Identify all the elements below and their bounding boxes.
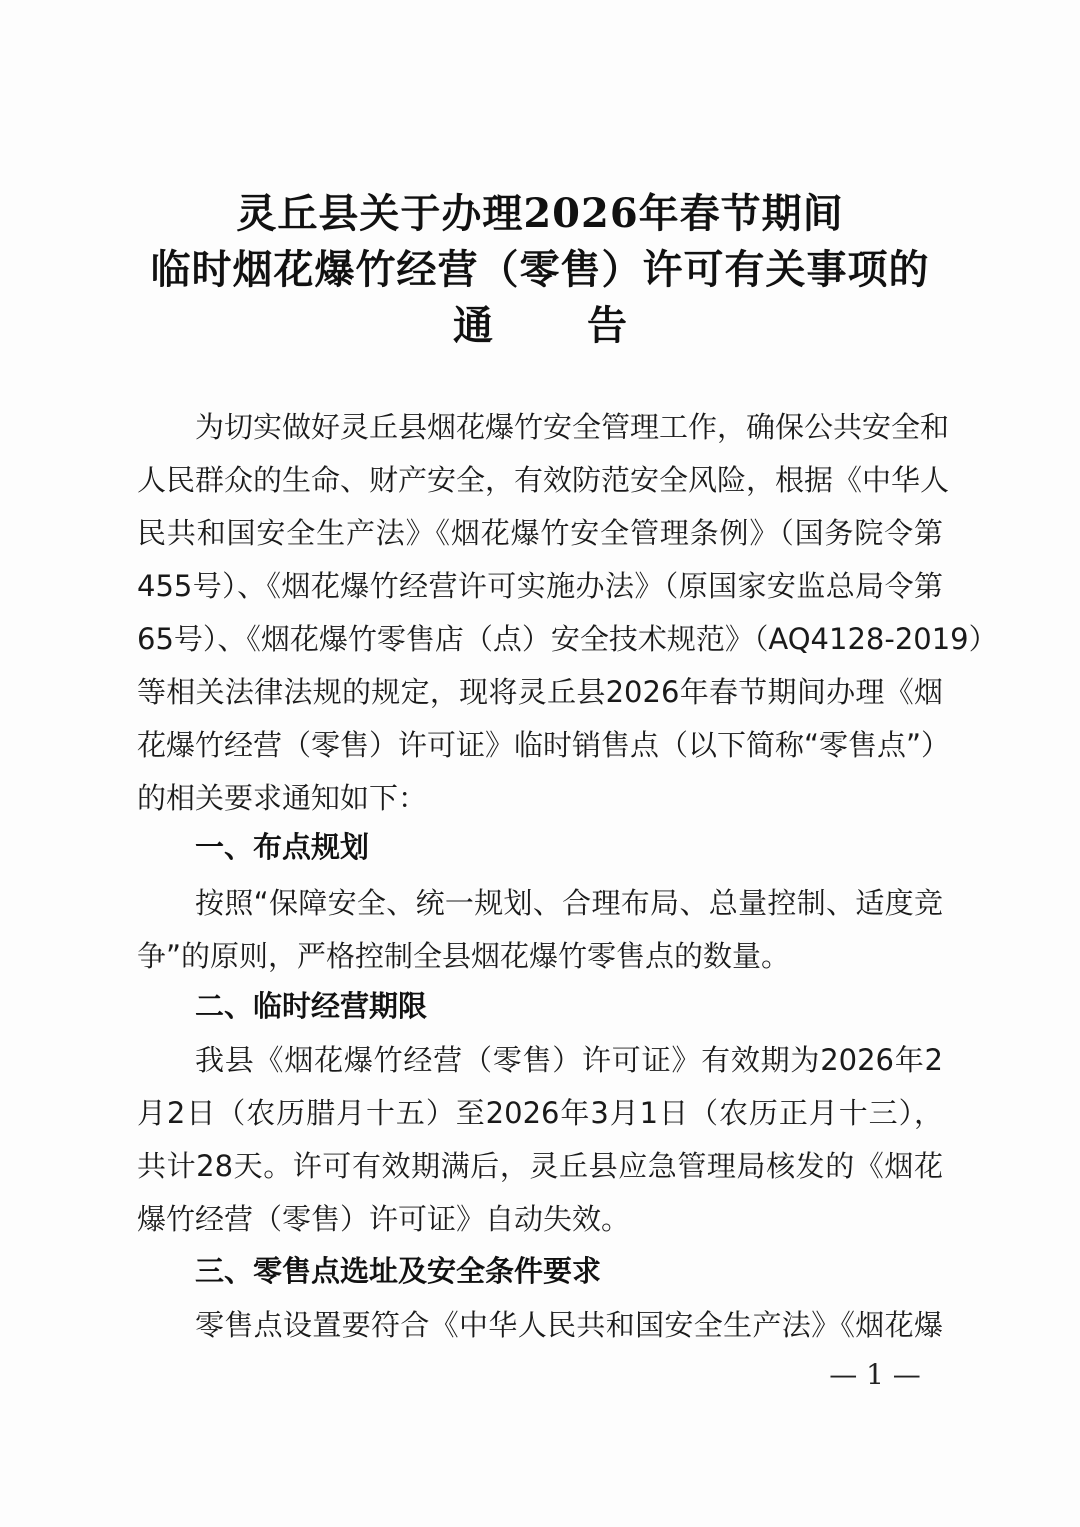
intro-line: 民共和国安全生产法》《烟花爆竹安全管理条例》（国务院令第 bbox=[137, 516, 943, 550]
intro-line: 455号）、《烟花爆竹经营许可实施办法》（原国家安监总局令第 bbox=[137, 569, 943, 603]
intro-line: 花爆竹经营（零售）许可证》临时销售点（以下简称“零售点”） bbox=[137, 728, 951, 762]
section-1-line: 按照“保障安全、统一规划、合理布局、总量控制、适度竞 bbox=[195, 886, 943, 920]
intro-line: 人民群众的生命、财产安全，有效防范安全风险，根据《中华人 bbox=[137, 463, 950, 497]
intro-line: 等相关法律法规的规定，现将灵丘县2026年春节期间办理《烟 bbox=[137, 675, 943, 709]
section-2-line: 共计28天。许可有效期满后，灵丘县应急管理局核发的《烟花 bbox=[137, 1149, 943, 1183]
section-3-line: 零售点设置要符合《中华人民共和国安全生产法》《烟花爆 bbox=[195, 1308, 943, 1342]
document-title-line-2: 临时烟花爆竹经营（零售）许可有关事项的 bbox=[150, 246, 930, 293]
section-3-heading: 三、零售点选址及安全条件要求 bbox=[195, 1254, 602, 1288]
section-2-line: 爆竹经营（零售）许可证》自动失效。 bbox=[137, 1202, 631, 1236]
intro-line: 的相关要求通知如下： bbox=[137, 781, 428, 815]
section-1-paragraph bbox=[137, 877, 943, 983]
page-number: — 1 — bbox=[829, 1358, 921, 1391]
section-1-heading: 一、布点规划 bbox=[195, 830, 370, 864]
section-3-paragraph bbox=[137, 1299, 943, 1352]
document-title-line-3: 通 告 bbox=[453, 302, 667, 349]
section-2-paragraph bbox=[137, 1034, 943, 1246]
document-title-line-1: 灵丘县关于办理2026年春节期间 bbox=[236, 190, 844, 237]
section-2-line: 月2日（农历腊月十五）至2026年3月1日（农历正月十三）， bbox=[137, 1096, 943, 1130]
intro-line: 为切实做好灵丘县烟花爆竹安全管理工作，确保公共安全和 bbox=[195, 410, 950, 444]
section-2-heading: 二、临时经营期限 bbox=[195, 989, 428, 1023]
intro-line: 65号）、《烟花爆竹零售店（点）安全技术规范》（AQ4128-2019） bbox=[137, 622, 998, 656]
intro-paragraph bbox=[137, 401, 998, 825]
section-1-line: 争”的原则，严格控制全县烟花爆竹零售点的数量。 bbox=[137, 939, 791, 973]
section-2-line: 我县《烟花爆竹经营（零售）许可证》有效期为2026年2 bbox=[195, 1043, 943, 1077]
